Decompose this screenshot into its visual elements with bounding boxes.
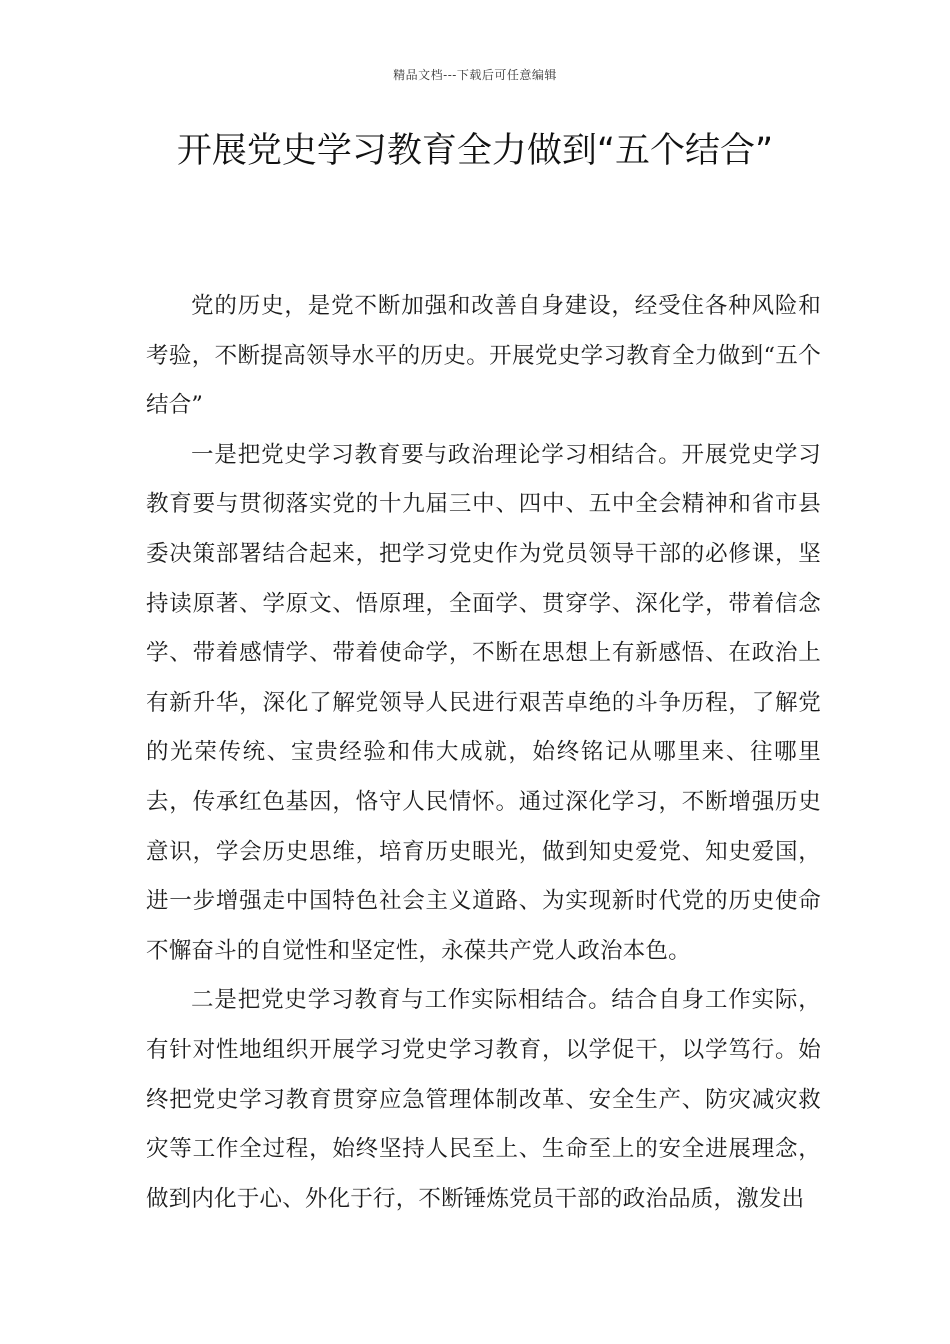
paragraph-point-one: 一是把党史学习教育要与政治理论学习相结合。开展党史学习教育要与贯彻落实党的十九届三中、四中、五中全会精神和省市县委决策部署结合起来，把学习党史作为党员领导干部的必修课，坚持读原著、学原文、悟原理，全面学、贯穿学、深化学，带着信念学、带着感情学、带着使命学，不断在思想上有新感悟、在政治上有新升华，深化了解党领导人民进行艰苦卓绝的斗争历程，了解党的光荣传统、宝贵经验和伟大成就，始终铭记从哪里来、往哪里去，传承红色基因，恪守人民情怀。通过深化学习，不断增强历史意识，学会历史思维，培育历史眼光，做到知史爱党、知史爱国，进一步增强走中国特色社会主义道路、为实现新时代党的历史使命不懈奋斗的自觉性和坚定性，永葆共产党人政治本色。 (146, 441, 821, 964)
header-note: 精品文档---下载后可任意编辑 (393, 68, 557, 82)
paragraph-point-two: 二是把党史学习教育与工作实际相结合。结合自身工作实际，有针对性地组织开展学习党史学习教育，以学促干，以学笃行。始终把党史学习教育贯穿应急管理体制改革、安全生产、防灾减灾救灾等工作全过程，始终坚持人民至上、生命至上的安全进展理念，做到内化于心、外化于行，不断锤炼党员干部的政治品质，激发出 (146, 987, 821, 1212)
document-body (146, 282, 821, 1224)
paragraph-intro: 党的历史，是党不断加强和改善自身建设，经受住各种风险和考验，不断提高领导水平的历史。开展党史学习教育全力做到“五个结合” (146, 293, 821, 419)
document-title: 开展党史学习教育全力做到“五个结合” (176, 131, 774, 171)
